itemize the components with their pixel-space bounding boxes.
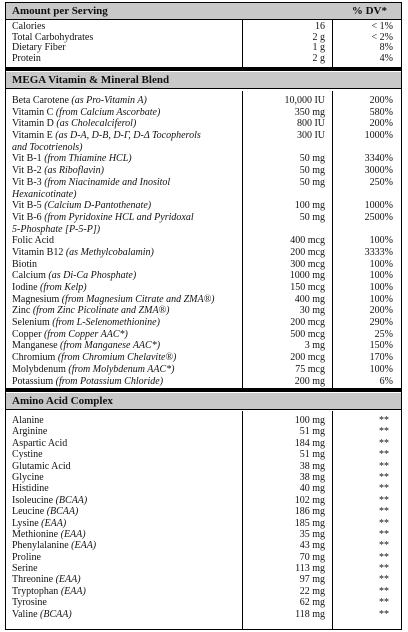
- table-row: [6, 282, 401, 294]
- nutrient-source: (as Pro-Vitamin A): [71, 95, 147, 106]
- table-row: [6, 153, 401, 165]
- nutrient-amount: 200 mcg: [290, 317, 325, 329]
- nutrient-amount: 300 mcg: [290, 258, 325, 270]
- nutrient-name: [12, 461, 71, 472]
- nutrient-name: [12, 506, 78, 517]
- nutrient-name: [12, 518, 66, 529]
- nutrient-dv: **: [379, 437, 389, 449]
- nutrient-source: 5-Phosphate [P-5-P]): [12, 223, 101, 235]
- dv-label: % DV*: [351, 5, 387, 17]
- table-row: [6, 294, 401, 306]
- nutrient-dv: 580%: [369, 106, 393, 118]
- nutrient-dv: **: [379, 460, 389, 472]
- nutrient-name: [12, 165, 104, 177]
- table-row: [6, 130, 401, 142]
- nutrient-amount: 113 mg: [295, 563, 325, 575]
- serving-label: Amount per Serving: [12, 5, 108, 17]
- nutrient-source: (from Potassium Chloride): [55, 375, 164, 387]
- table-row: [6, 107, 401, 119]
- nutrient-label: Magnesium: [12, 293, 62, 305]
- table-row: [6, 376, 401, 388]
- nutrient-label: Molybdenum: [12, 363, 69, 375]
- nutrient-label: Phenylalanine: [12, 540, 72, 552]
- table-row: [6, 449, 401, 460]
- nutrient-amount: 150 mcg: [290, 282, 325, 293]
- nutrient-label: Vitamin E: [12, 130, 56, 142]
- nutrient-label: Vit B-6: [12, 211, 45, 223]
- nutrient-amount: 50 mg: [299, 211, 325, 223]
- blend-title: MEGA Vitamin & Mineral Blend: [12, 74, 170, 86]
- nutrient-dv: 100%: [369, 235, 393, 247]
- nutrient-amount: 40 mg: [299, 483, 325, 495]
- nutrient-dv: 3340%: [364, 153, 393, 165]
- nutrient-amount: 100 mg: [294, 415, 325, 426]
- nutrient-amount: 500 mcg: [290, 328, 325, 340]
- nutrient-amount: 50 mg: [299, 165, 325, 177]
- nutrient-label: Threonine: [12, 574, 56, 586]
- nutrient-amount: 70 mg: [299, 551, 325, 563]
- nutrient-label: Leucine: [12, 506, 47, 518]
- nutrient-source: Hexanicotinate): [12, 188, 77, 200]
- nutrient-label: Calcium: [12, 270, 49, 282]
- table-row: [6, 189, 401, 201]
- nutrient-dv: **: [379, 597, 389, 609]
- nutrient-dv: **: [379, 415, 389, 426]
- nutrient-amount: 400 mg: [294, 293, 325, 305]
- nutrient-amount: 350 mg: [294, 106, 325, 118]
- table-row: [6, 438, 401, 449]
- nutrient-name: [12, 376, 163, 388]
- nutrient-label: Vitamin D: [12, 118, 57, 130]
- nutrient-amount: 300 IU: [296, 130, 325, 142]
- basics-section: [6, 22, 401, 64]
- nutrient-label: Methionine: [12, 528, 61, 540]
- nutrient-label: Dietary Fiber: [12, 42, 66, 54]
- table-row: [6, 586, 401, 597]
- nutrient-amount: 400 mcg: [290, 235, 325, 247]
- nutrient-label: Histidine: [12, 483, 49, 495]
- nutrient-amount: 38 mg: [299, 471, 325, 483]
- nutrient-amount: 62 mg: [299, 597, 325, 609]
- nutrient-amount: 2 g: [312, 52, 325, 64]
- table-row: [6, 118, 401, 130]
- table-row: [6, 43, 401, 54]
- nutrient-amount: 1 g: [312, 42, 325, 54]
- table-row: [6, 529, 401, 540]
- nutrient-dv: < 1%: [371, 21, 393, 32]
- nutrient-source: (from Magnesium Citrate and ZMA®): [61, 293, 215, 305]
- nutrient-source: (BCAA): [55, 494, 88, 506]
- nutrient-dv: 3333%: [364, 246, 393, 258]
- table-row: [6, 200, 401, 212]
- nutrient-label: Tyrosine: [12, 597, 47, 609]
- nutrient-dv: **: [379, 426, 389, 438]
- nutrient-dv: 100%: [369, 270, 393, 282]
- nutrient-label: Glycine: [12, 471, 44, 483]
- nutrient-label: Protein: [12, 52, 41, 64]
- table-row: [6, 317, 401, 329]
- nutrient-name: [12, 426, 47, 437]
- table-row: [6, 54, 401, 65]
- nutrient-amount: 800 IU: [296, 118, 325, 130]
- section-divider: [6, 67, 401, 71]
- nutrient-label: Manganese: [12, 340, 61, 352]
- nutrient-amount: 75 mcg: [295, 363, 325, 375]
- nutrient-dv: 3000%: [364, 165, 393, 177]
- nutrient-amount: 16: [315, 21, 325, 32]
- table-row: [6, 426, 401, 437]
- nutrient-amount: 200 mg: [294, 375, 325, 387]
- nutrient-name: [12, 415, 44, 426]
- table-row: [6, 305, 401, 317]
- nutrient-dv: **: [379, 563, 389, 575]
- nutrient-amount: 1000 mg: [289, 270, 325, 282]
- nutrient-name: [12, 153, 132, 165]
- nutrient-dv: 150%: [369, 340, 393, 352]
- nutrient-label: Arginine: [12, 426, 48, 438]
- nutrient-amount: 200 mcg: [290, 246, 325, 258]
- table-row: [6, 340, 401, 352]
- table-row: [6, 235, 401, 247]
- column-divider: [242, 20, 243, 67]
- nutrient-amount: 3 mg: [304, 340, 325, 352]
- nutrient-label: Iodine: [12, 282, 41, 293]
- nutrient-label: Vit B-1: [12, 153, 45, 165]
- nutrient-dv: 25%: [374, 328, 393, 340]
- nutrient-name: [12, 118, 136, 130]
- nutrient-name: [12, 212, 194, 224]
- table-row: [6, 177, 401, 189]
- column-divider: [332, 20, 333, 67]
- nutrient-name: [12, 540, 96, 551]
- nutrient-source: (as Cholecalciferol): [56, 118, 137, 130]
- nutrient-dv: 100%: [369, 258, 393, 270]
- nutrient-name: [12, 449, 43, 460]
- nutrient-source: (from Pyridoxine HCL and Pyridoxal: [44, 211, 194, 223]
- serving-header: [6, 3, 401, 20]
- nutrient-label: Vitamin B12: [12, 246, 66, 258]
- nutrient-name: [12, 483, 49, 494]
- nutrient-label: Aspartic Acid: [12, 437, 68, 449]
- nutrient-name: [12, 247, 154, 259]
- table-row: [6, 563, 401, 574]
- table-row: [6, 95, 401, 107]
- table-row: [6, 540, 401, 551]
- nutrient-name: [12, 329, 128, 341]
- nutrient-source: (as Riboflavin): [44, 165, 104, 177]
- nutrient-dv: **: [379, 528, 389, 540]
- nutrient-source: (EAA): [41, 517, 67, 529]
- nutrient-amount: 10,000 IU: [284, 95, 325, 106]
- nutrient-amount: 50 mg: [299, 176, 325, 188]
- nutrient-label: Lysine: [12, 517, 42, 529]
- nutrient-name: [12, 54, 41, 65]
- nutrient-source: (as Di-Ca Phosphate): [48, 270, 137, 282]
- nutrient-label: Tryptophan: [12, 585, 61, 597]
- nutrient-dv: 170%: [369, 352, 393, 364]
- table-row: [6, 472, 401, 483]
- nutrient-dv: **: [379, 585, 389, 597]
- nutrient-name: [12, 609, 72, 620]
- nutrient-dv: **: [379, 494, 389, 506]
- nutrient-source: (from Molybdenum AAC*): [68, 363, 175, 375]
- table-row: [6, 270, 401, 282]
- nutrient-amount: 186 mg: [294, 506, 325, 518]
- nutrient-label: Glutamic Acid: [12, 460, 71, 472]
- nutrient-label: Potassium: [12, 375, 56, 387]
- nutrient-source: (EAA): [71, 540, 97, 552]
- nutrient-name: [12, 529, 86, 540]
- nutrient-label: Folic Acid: [12, 235, 54, 247]
- nutrient-amount: 102 mg: [294, 494, 325, 506]
- blend-header: [6, 72, 401, 89]
- nutrient-amount: 118 mg: [295, 608, 325, 620]
- nutrient-name: [12, 317, 160, 329]
- nutrient-source: (EAA): [60, 585, 86, 597]
- nutrient-label: Copper: [12, 328, 44, 340]
- nutrient-dv: 1000%: [364, 200, 393, 212]
- table-row: [6, 224, 401, 236]
- nutrient-source: (from Manganese AAC*): [60, 340, 161, 352]
- nutrient-dv: 250%: [369, 176, 393, 188]
- nutrient-name: [12, 597, 47, 608]
- column-divider: [242, 91, 243, 388]
- nutrient-amount: 185 mg: [294, 517, 325, 529]
- table-row: [6, 259, 401, 271]
- nutrient-source: (from Niacinamide and Inositol: [44, 176, 171, 188]
- nutrient-label: Chromium: [12, 352, 58, 364]
- table-row: [6, 329, 401, 341]
- nutrient-amount: 97 mg: [299, 574, 325, 586]
- nutrient-dv: 4%: [379, 52, 393, 64]
- nutrient-amount: 30 mg: [299, 305, 325, 317]
- nutrient-name: [12, 235, 54, 247]
- nutrient-dv: 100%: [369, 293, 393, 305]
- nutrient-name: [12, 189, 76, 201]
- nutrient-dv: **: [379, 574, 389, 586]
- section-divider: [6, 388, 401, 392]
- nutrient-label: Selenium: [12, 317, 53, 329]
- nutrient-source: (Calcium D-Pantothenate): [44, 200, 152, 212]
- nutrient-name: [12, 552, 41, 563]
- nutrient-dv: 200%: [369, 95, 393, 106]
- nutrient-dv: 200%: [369, 305, 393, 317]
- table-row: [6, 597, 401, 608]
- nutrient-dv: **: [379, 471, 389, 483]
- nutrient-amount: 35 mg: [299, 528, 325, 540]
- nutrient-amount: 51 mg: [299, 426, 325, 438]
- nutrient-name: [12, 294, 215, 306]
- nutrient-name: [12, 130, 201, 142]
- table-row: [6, 506, 401, 517]
- nutrient-dv: 8%: [379, 42, 393, 54]
- nutrient-source: (from Copper AAC*): [43, 328, 128, 340]
- amino-title: Amino Acid Complex: [12, 395, 113, 407]
- nutrient-dv: **: [379, 506, 389, 518]
- nutrient-source: (from L-Selenomethionine): [52, 317, 160, 329]
- nutrient-label: Calories: [12, 21, 46, 32]
- nutrient-source: (as D-Α, D-Β, D-Γ, D-Δ Tocopherols: [55, 130, 201, 142]
- nutrient-dv: **: [379, 551, 389, 563]
- table-row: [6, 518, 401, 529]
- nutrient-label: Serine: [12, 563, 38, 575]
- nutrient-name: [12, 495, 87, 506]
- nutrient-source: (from Calcium Ascorbate): [55, 106, 161, 118]
- nutrient-name: [12, 282, 87, 294]
- nutrient-label: Beta Carotene: [12, 95, 72, 106]
- nutrient-label: Vitamin C: [12, 106, 56, 118]
- nutrient-label: Isoleucine: [12, 494, 56, 506]
- nutrient-name: [12, 107, 160, 119]
- nutrient-dv: **: [379, 483, 389, 495]
- column-divider: [332, 411, 333, 630]
- nutrient-label: Alanine: [12, 415, 44, 426]
- nutrient-source: (BCAA): [40, 608, 72, 620]
- column-divider: [242, 411, 243, 630]
- nutrient-label: Cystine: [12, 449, 43, 461]
- nutrient-dv: 290%: [369, 317, 393, 329]
- table-row: [6, 364, 401, 376]
- nutrient-name: [12, 340, 160, 352]
- table-row: [6, 212, 401, 224]
- nutrient-amount: 200 mcg: [290, 352, 325, 364]
- nutrient-source: (as Methylcobalamin): [65, 246, 154, 258]
- nutrient-label: Vit B-3: [12, 176, 45, 188]
- nutrient-source: (from Kelp): [40, 282, 87, 293]
- nutrient-label: Vit B-5: [12, 200, 45, 212]
- nutrient-label: Proline: [12, 551, 41, 563]
- nutrient-source: (EAA): [60, 528, 86, 540]
- nutrient-name: [12, 259, 37, 271]
- nutrient-dv: 100%: [369, 282, 393, 293]
- table-row: [6, 415, 401, 426]
- amino-header: [6, 393, 401, 410]
- nutrient-source: (from Chromium Chelavite®): [57, 352, 177, 364]
- nutrient-source: and Tocotrienols): [12, 141, 83, 153]
- nutrient-label: Vit B-2: [12, 165, 45, 177]
- nutrient-name: [12, 574, 81, 585]
- nutrient-dv: **: [379, 608, 389, 620]
- nutrient-amount: 22 mg: [299, 585, 325, 597]
- nutrient-name: [12, 177, 170, 189]
- nutrient-name: [12, 352, 176, 364]
- nutrient-amount: 2 g: [312, 31, 325, 43]
- column-divider: [332, 91, 333, 388]
- nutrient-dv: **: [379, 540, 389, 552]
- table-row: [6, 483, 401, 494]
- table-row: [6, 552, 401, 563]
- nutrient-label: Valine: [12, 608, 41, 620]
- nutrient-name: [12, 438, 67, 449]
- nutrient-amount: 51 mg: [299, 449, 325, 461]
- nutrient-name: [12, 224, 100, 236]
- nutrient-name: [12, 472, 44, 483]
- nutrient-dv: **: [379, 517, 389, 529]
- nutrient-name: [12, 142, 82, 154]
- nutrient-dv: 200%: [369, 118, 393, 130]
- nutrient-dv: **: [379, 449, 389, 461]
- table-row: [6, 165, 401, 177]
- nutrient-source: (from Zinc Picolinate and ZMA®): [32, 305, 170, 317]
- nutrient-source: (from Thiamine HCL): [44, 153, 132, 165]
- table-row: [6, 609, 401, 620]
- table-row: [6, 574, 401, 585]
- nutrient-name: [12, 270, 136, 282]
- table-row: [6, 495, 401, 506]
- nutrient-dv: 100%: [369, 363, 393, 375]
- nutrient-label: Zinc: [12, 305, 33, 317]
- blend-section: [6, 95, 401, 387]
- nutrient-amount: 50 mg: [299, 153, 325, 165]
- nutrient-name: [12, 563, 38, 574]
- nutrient-name: [12, 364, 174, 376]
- nutrient-dv: 6%: [379, 375, 393, 387]
- nutrient-amount: 43 mg: [299, 540, 325, 552]
- nutrition-facts-panel: [5, 2, 402, 630]
- nutrient-name: [12, 586, 86, 597]
- nutrient-dv: < 2%: [371, 31, 393, 43]
- nutrient-name: [12, 305, 169, 317]
- nutrient-source: (EAA): [55, 574, 81, 586]
- nutrient-source: (BCAA): [46, 506, 79, 518]
- nutrient-amount: 38 mg: [299, 460, 325, 472]
- nutrient-dv: 2500%: [364, 211, 393, 223]
- nutrient-name: [12, 200, 151, 212]
- table-row: [6, 247, 401, 259]
- table-row: [6, 352, 401, 364]
- nutrient-label: Total Carbohydrates: [12, 31, 94, 43]
- amino-section: [6, 415, 401, 620]
- nutrient-amount: 100 mg: [294, 200, 325, 212]
- nutrient-dv: 1000%: [364, 130, 393, 142]
- table-row: [6, 142, 401, 154]
- nutrient-name: [12, 95, 147, 107]
- table-row: [6, 461, 401, 472]
- nutrient-amount: 184 mg: [294, 437, 325, 449]
- nutrient-label: Biotin: [12, 258, 38, 270]
